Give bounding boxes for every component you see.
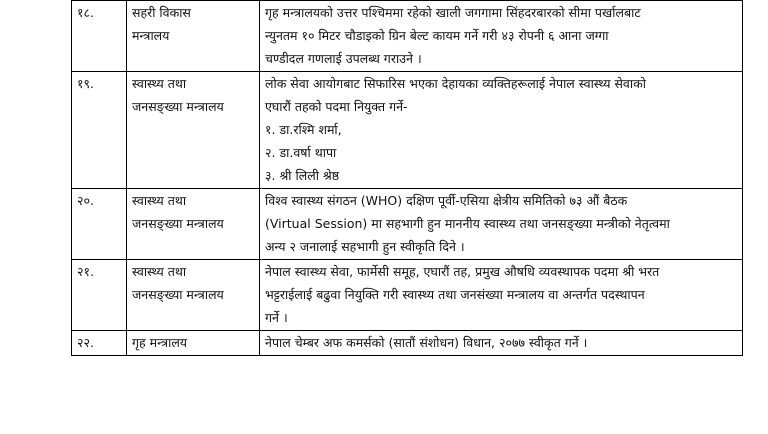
decision-line: विश्व स्वास्थ्य संगठन (WHO) दक्षिण पूर्वी-एसिया क्षेत्रीय समितिको ७३ औं बैठक — [265, 193, 628, 208]
ministry-line: गृह मन्त्रालय — [132, 335, 188, 350]
ministry-line: जनसङ्ख्या मन्त्रालय — [132, 216, 224, 231]
decision-line: भट्टराईलाई बढुवा नियुक्ति गरी स्वास्थ्य तथा जनसंख्या मन्त्रालय वा अन्तर्गत पदस्थापन — [265, 287, 645, 302]
ministry-cell — [127, 331, 260, 356]
decision-line: अन्य २ जनालाई सहभागी हुन स्वीकृति दिने । — [265, 239, 465, 254]
decision-line: गर्ने । — [265, 310, 288, 325]
ministry-line: स्वास्थ्य तथा — [132, 76, 187, 91]
ministry-line: सहरी विकास — [132, 5, 191, 20]
table-row — [72, 260, 743, 331]
row-number: २१. — [72, 260, 127, 331]
row-number: १८. — [72, 1, 127, 72]
ministry-line: जनसङ्ख्या मन्त्रालय — [132, 287, 224, 302]
table-row — [72, 189, 743, 260]
decision-line: लोक सेवा आयोगबाट सिफारिस भएका देहायका व्यक्तिहरूलाई नेपाल स्वास्थ्य सेवाको — [265, 76, 646, 91]
decision-cell — [260, 72, 743, 189]
decision-line: नेपाल स्वास्थ्य सेवा, फार्मेसी समूह, एघारौं तह, प्रमुख औषधि व्यवस्थापक पदमा श्री भरत — [265, 264, 660, 279]
row-number: १९. — [72, 72, 127, 189]
table-row — [72, 1, 743, 72]
decision-cell — [260, 1, 743, 72]
decision-line: (Virtual Session) मा सहभागी हुन माननीय स्वास्थ्य तथा जनसङ्ख्या मन्त्रीको नेतृत्वमा — [265, 216, 670, 231]
row-number: २२. — [72, 331, 127, 356]
table-row — [72, 331, 743, 356]
table-row — [72, 72, 743, 189]
ministry-line: जनसङ्ख्या मन्त्रालय — [132, 99, 224, 114]
ministry-line: स्वास्थ्य तथा — [132, 264, 187, 279]
decision-line: १. डा.रश्मि शर्मा, — [265, 122, 342, 137]
row-number: २०. — [72, 189, 127, 260]
decision-cell — [260, 331, 743, 356]
decision-line: एघारौं तहको पदमा नियुक्त गर्ने- — [265, 99, 408, 114]
decision-line: नेपाल चेम्बर अफ कमर्सको (सातौं संशोधन) विधान, २०७७ स्वीकृत गर्ने । — [265, 335, 588, 350]
ministry-line: स्वास्थ्य तथा — [132, 193, 187, 208]
decision-line: ३. श्री लिली श्रेष्ठ — [265, 168, 340, 183]
decision-line: गृह मन्त्रालयको उत्तर पश्चिममा रहेको खाली जगगामा सिंहदरबारको सीमा पर्खालबाट — [265, 5, 641, 20]
ministry-cell — [127, 260, 260, 331]
ministry-cell — [127, 189, 260, 260]
decision-line: २. डा.वर्षा थापा — [265, 145, 337, 160]
ministry-cell — [127, 72, 260, 189]
decision-line: चण्डीदल गणलाई उपलब्ध गराउने । — [265, 51, 422, 66]
decisions-table-body — [72, 1, 743, 356]
decisions-table — [71, 0, 743, 356]
ministry-line: मन्त्रालय — [132, 28, 170, 43]
ministry-cell — [127, 1, 260, 72]
decision-cell — [260, 189, 743, 260]
decision-line: न्युनतम १० मिटर चौडाइको ग्रिन बेल्ट कायम गर्ने गरी ४३ रोपनी ६ आना जग्गा — [265, 28, 609, 43]
decision-cell — [260, 260, 743, 331]
